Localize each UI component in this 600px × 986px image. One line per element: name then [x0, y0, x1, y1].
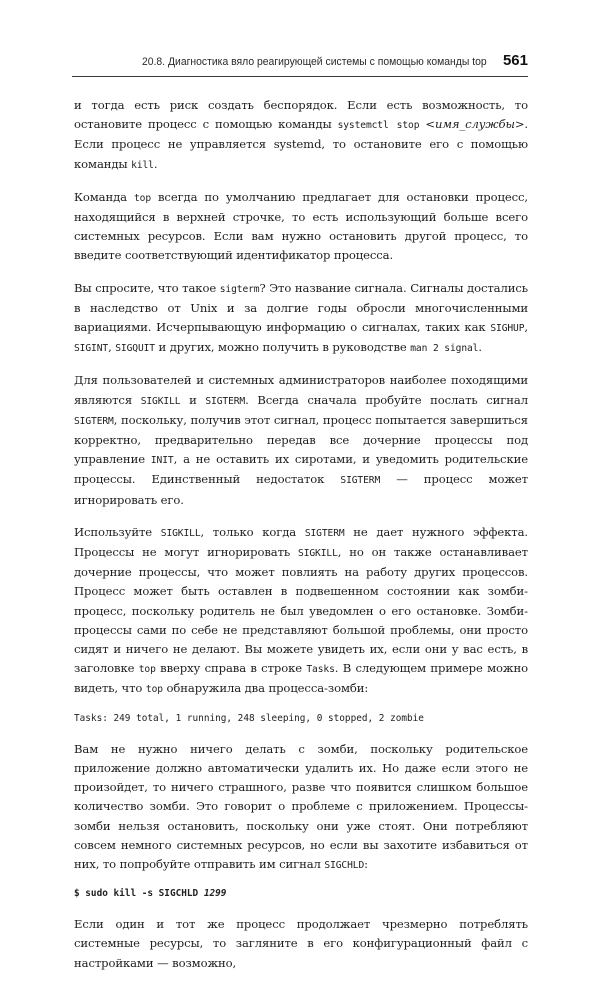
inline-code: SIGTERM	[74, 415, 114, 427]
text-run: , поскольку, получив этот сигнал, процесс попытается завершиться корректно, предварительно передав все дочерние процессы под управление	[74, 412, 528, 467]
inline-code: man 2 signal	[410, 343, 479, 355]
inline-code: SIGKILL	[298, 548, 338, 560]
inline-code: SIGTERM	[340, 475, 381, 487]
header-title: 20.8. Диагностика вяло реагирующей системы с помощью команды top	[142, 56, 487, 68]
running-header	[72, 52, 528, 77]
text-run: — процесс может игнорировать его.	[74, 472, 528, 507]
text-run: <	[419, 117, 435, 132]
inline-code: systemctl stop	[337, 120, 420, 132]
text-run: .	[478, 340, 482, 355]
text-run: и других, можно получить в руководстве	[154, 340, 411, 355]
text-run: Вам не нужно ничего делать с зомби, поскольку родительское приложение должно автоматически удалить их. Но даже если этого не произойдет, то ничего страшного, разве что появится слишком большое количество зомби. Это говорит о проблеме с приложением. Процессы-зомби нельзя остановить, поскольку они уже стоят. Они потребляют совсем немного системных ресурсов, но если вы захотите избавиться от них, то попробуйте отправить им сигнал	[74, 741, 528, 871]
text-run: Если один и тот же процесс продолжает чрезмерно потреблять системные ресурсы, то загляните в его конфигурационный файл с настройками — возможно,	[74, 917, 528, 970]
paragraph-2	[74, 188, 528, 266]
command-text: $ sudo kill -s SIGCHLD	[74, 888, 204, 900]
inline-code: SIGKILL	[160, 527, 201, 539]
text-run: вверху справа в строке	[155, 661, 307, 676]
inline-code: Tasks	[306, 664, 335, 676]
inline-code: sigterm	[219, 283, 260, 295]
text-run: и	[180, 392, 206, 407]
text-run: не дает нужного эффекта. Процессы не могут игнорировать	[74, 524, 528, 560]
body-text	[74, 96, 528, 986]
paragraph-5	[74, 523, 528, 700]
text-run: :	[364, 856, 368, 871]
inline-code: top	[145, 684, 163, 696]
text-run: Вы спросите, что такое	[74, 280, 220, 295]
paragraph-6	[74, 740, 528, 875]
text-run: .	[153, 156, 158, 171]
inline-code: SIGTERM	[304, 527, 345, 539]
text-run: . В следующем примере можно видеть, что	[74, 661, 528, 696]
inline-code: kill	[131, 159, 154, 171]
paragraph-7	[74, 915, 528, 973]
text-run: Для пользователей и системных администраторов наиболее походящими являются	[74, 373, 528, 407]
code-block-tasks: Tasks: 249 total, 1 running, 248 sleeping, 0 stopped, 2 zombie	[74, 712, 424, 724]
inline-code: top	[133, 192, 151, 204]
page-number: 561	[502, 52, 528, 69]
text-run: . Всегда сначала пробуйте послать сигнал	[245, 392, 528, 407]
inline-code: top	[138, 664, 156, 676]
command-argument: 1299	[203, 888, 227, 900]
text-run: всегда по умолчанию предлагает для остановки процесс, находящийся в верхней строчке, то есть использующий больше всего системных ресурсов. Если вам нужно остановить другой процесс, то введите соответствующий идентификатор процесса.	[74, 189, 528, 263]
inline-code: INIT	[150, 455, 174, 467]
code-block-kill-command	[74, 888, 528, 899]
inline-code: SIGTERM	[205, 395, 246, 407]
text-run: , а не оставить их сиротами, и уведомить родительские процессы. Единственный недостаток	[74, 452, 528, 487]
text-run: и тогда есть риск создать беспорядок. Если есть возможность, то остановите процесс с помощью команды	[74, 98, 528, 132]
text-run: ,	[524, 320, 528, 335]
paragraph-1	[74, 96, 528, 175]
inline-code: SIGKILL	[140, 395, 181, 407]
italic-placeholder: имя_службы	[434, 117, 515, 132]
text-run: , только когда	[200, 524, 305, 539]
paragraph-3	[74, 279, 528, 359]
text-run: ,	[108, 340, 116, 355]
text-run: обнаружила два процесса-зомби:	[162, 681, 369, 696]
inline-code: SIGQUIT	[115, 343, 155, 355]
text-run: Используйте	[74, 524, 161, 539]
text-run: ? Это название сигнала. Сигналы достались в наследство от Unix и за долгие годы обросли многочисленными вариациями. Исчерпывающую информацию о сигналах, таких как	[74, 280, 528, 335]
text-run: Команда	[74, 189, 134, 204]
inline-code: SIGINT	[74, 343, 109, 355]
inline-code: SIGCHLD	[324, 859, 365, 871]
inline-code: SIGHUP	[490, 323, 525, 335]
text-run: , но он также останавливает дочерние процессы, что может повлиять на работу других процессов. Процесс может быть оставлен в подвешенном состоянии как зомби-процесс, поскольку родитель не был уведомлен о его остановке. Зомби-процессы сами по себе не представляют большой проблемы, они просто сидят и ничего не делают. Вы можете увидеть их, если они у вас есть, в заголовке	[74, 545, 528, 676]
text-run: >. Если процесс не управляется systemd, то остановите его с помощью команды	[74, 117, 529, 171]
paragraph-4	[74, 371, 528, 509]
